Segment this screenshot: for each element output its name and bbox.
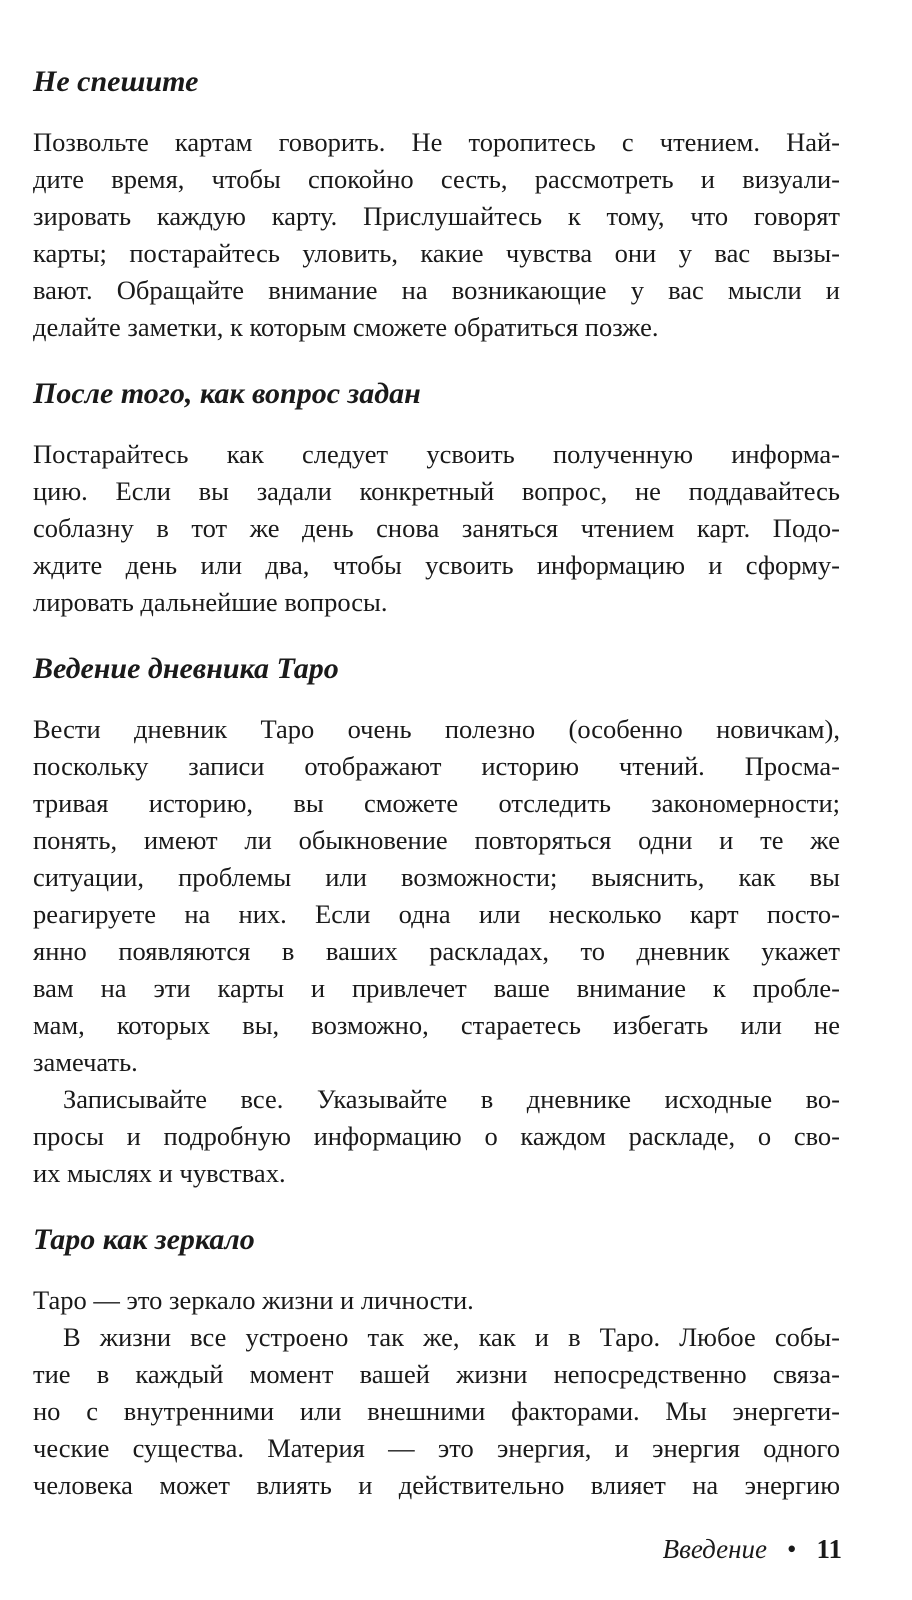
running-title: Введение	[662, 1534, 768, 1564]
paragraph	[33, 124, 840, 346]
page-footer	[663, 1532, 842, 1566]
paragraph	[33, 1081, 840, 1192]
text-line: понять, имеют ли обыкновение повторяться одни и те же	[33, 825, 840, 855]
text-line: Постарайтесь как следует усвоить полученную информа-	[33, 439, 840, 469]
text-line: Позвольте картам говорить. Не торопитесь с чтением. Най-	[33, 127, 840, 157]
text-line: ческие существа. Материя — это энергия, и энергия одного	[33, 1433, 840, 1463]
paragraph	[33, 1319, 840, 1504]
section-heading: Не спешите	[33, 65, 199, 98]
text-line: но с внутренними или внешними факторами. Мы энергети-	[33, 1396, 840, 1426]
paragraph	[33, 1282, 840, 1319]
text-line: ситуации, проблемы или возможности; выяснить, как вы	[33, 862, 840, 892]
paragraph	[33, 711, 840, 1081]
page-number: 11	[816, 1534, 842, 1564]
text-line: Вести дневник Таро очень полезно (особенно новичкам),	[33, 714, 840, 744]
text-line: замечать.	[33, 1047, 138, 1077]
text-line: Таро — это зеркало жизни и личности.	[33, 1285, 474, 1315]
text-line: ждите день или два, чтобы усвоить информацию и сформу-	[33, 550, 840, 580]
text-line: янно появляются в ваших раскладах, то дневник укажет	[33, 936, 840, 966]
text-line: вам на эти карты и привлечет ваше внимание к пробле-	[33, 973, 840, 1003]
text-line: цию. Если вы задали конкретный вопрос, не поддавайтесь	[33, 476, 840, 506]
text-line: мам, которых вы, возможно, стараетесь избегать или не	[33, 1010, 840, 1040]
text-line: вают. Обращайте внимание на возникающие у вас мысли и	[33, 275, 840, 305]
text-line: делайте заметки, к которым сможете обратиться позже.	[33, 312, 659, 342]
text-line: человека может влиять и действительно влияет на энергию	[33, 1470, 840, 1500]
paragraph	[33, 436, 840, 621]
book-page	[33, 60, 840, 1504]
text-line: карты; постарайтесь уловить, какие чувства они у вас вызы-	[33, 238, 840, 268]
section-heading: Ведение дневника Таро	[33, 652, 339, 685]
footer-separator: •	[787, 1534, 797, 1564]
text-line: В жизни все устроено так же, как и в Таро. Любое собы-	[63, 1322, 840, 1352]
section-heading: Таро как зеркало	[33, 1223, 255, 1256]
text-line: реагируете на них. Если одна или несколько карт посто-	[33, 899, 840, 929]
section-heading: После того, как вопрос задан	[33, 377, 421, 410]
text-line: тие в каждый момент вашей жизни непосредственно связа-	[33, 1359, 840, 1389]
text-line: тривая историю, вы сможете отследить закономерности;	[33, 788, 840, 818]
text-line: лировать дальнейшие вопросы.	[33, 587, 388, 617]
text-line: зировать каждую карту. Прислушайтесь к тому, что говорят	[33, 201, 840, 231]
text-line: поскольку записи отображают историю чтений. Просма-	[33, 751, 840, 781]
text-line: Записывайте все. Указывайте в дневнике исходные во-	[63, 1084, 840, 1114]
text-line: просы и подробную информацию о каждом раскладе, о сво-	[33, 1121, 840, 1151]
text-line: соблазну в тот же день снова заняться чтением карт. Подо-	[33, 513, 840, 543]
text-line: их мыслях и чувствах.	[33, 1158, 286, 1188]
text-line: дите время, чтобы спокойно сесть, рассмотреть и визуали-	[33, 164, 840, 194]
